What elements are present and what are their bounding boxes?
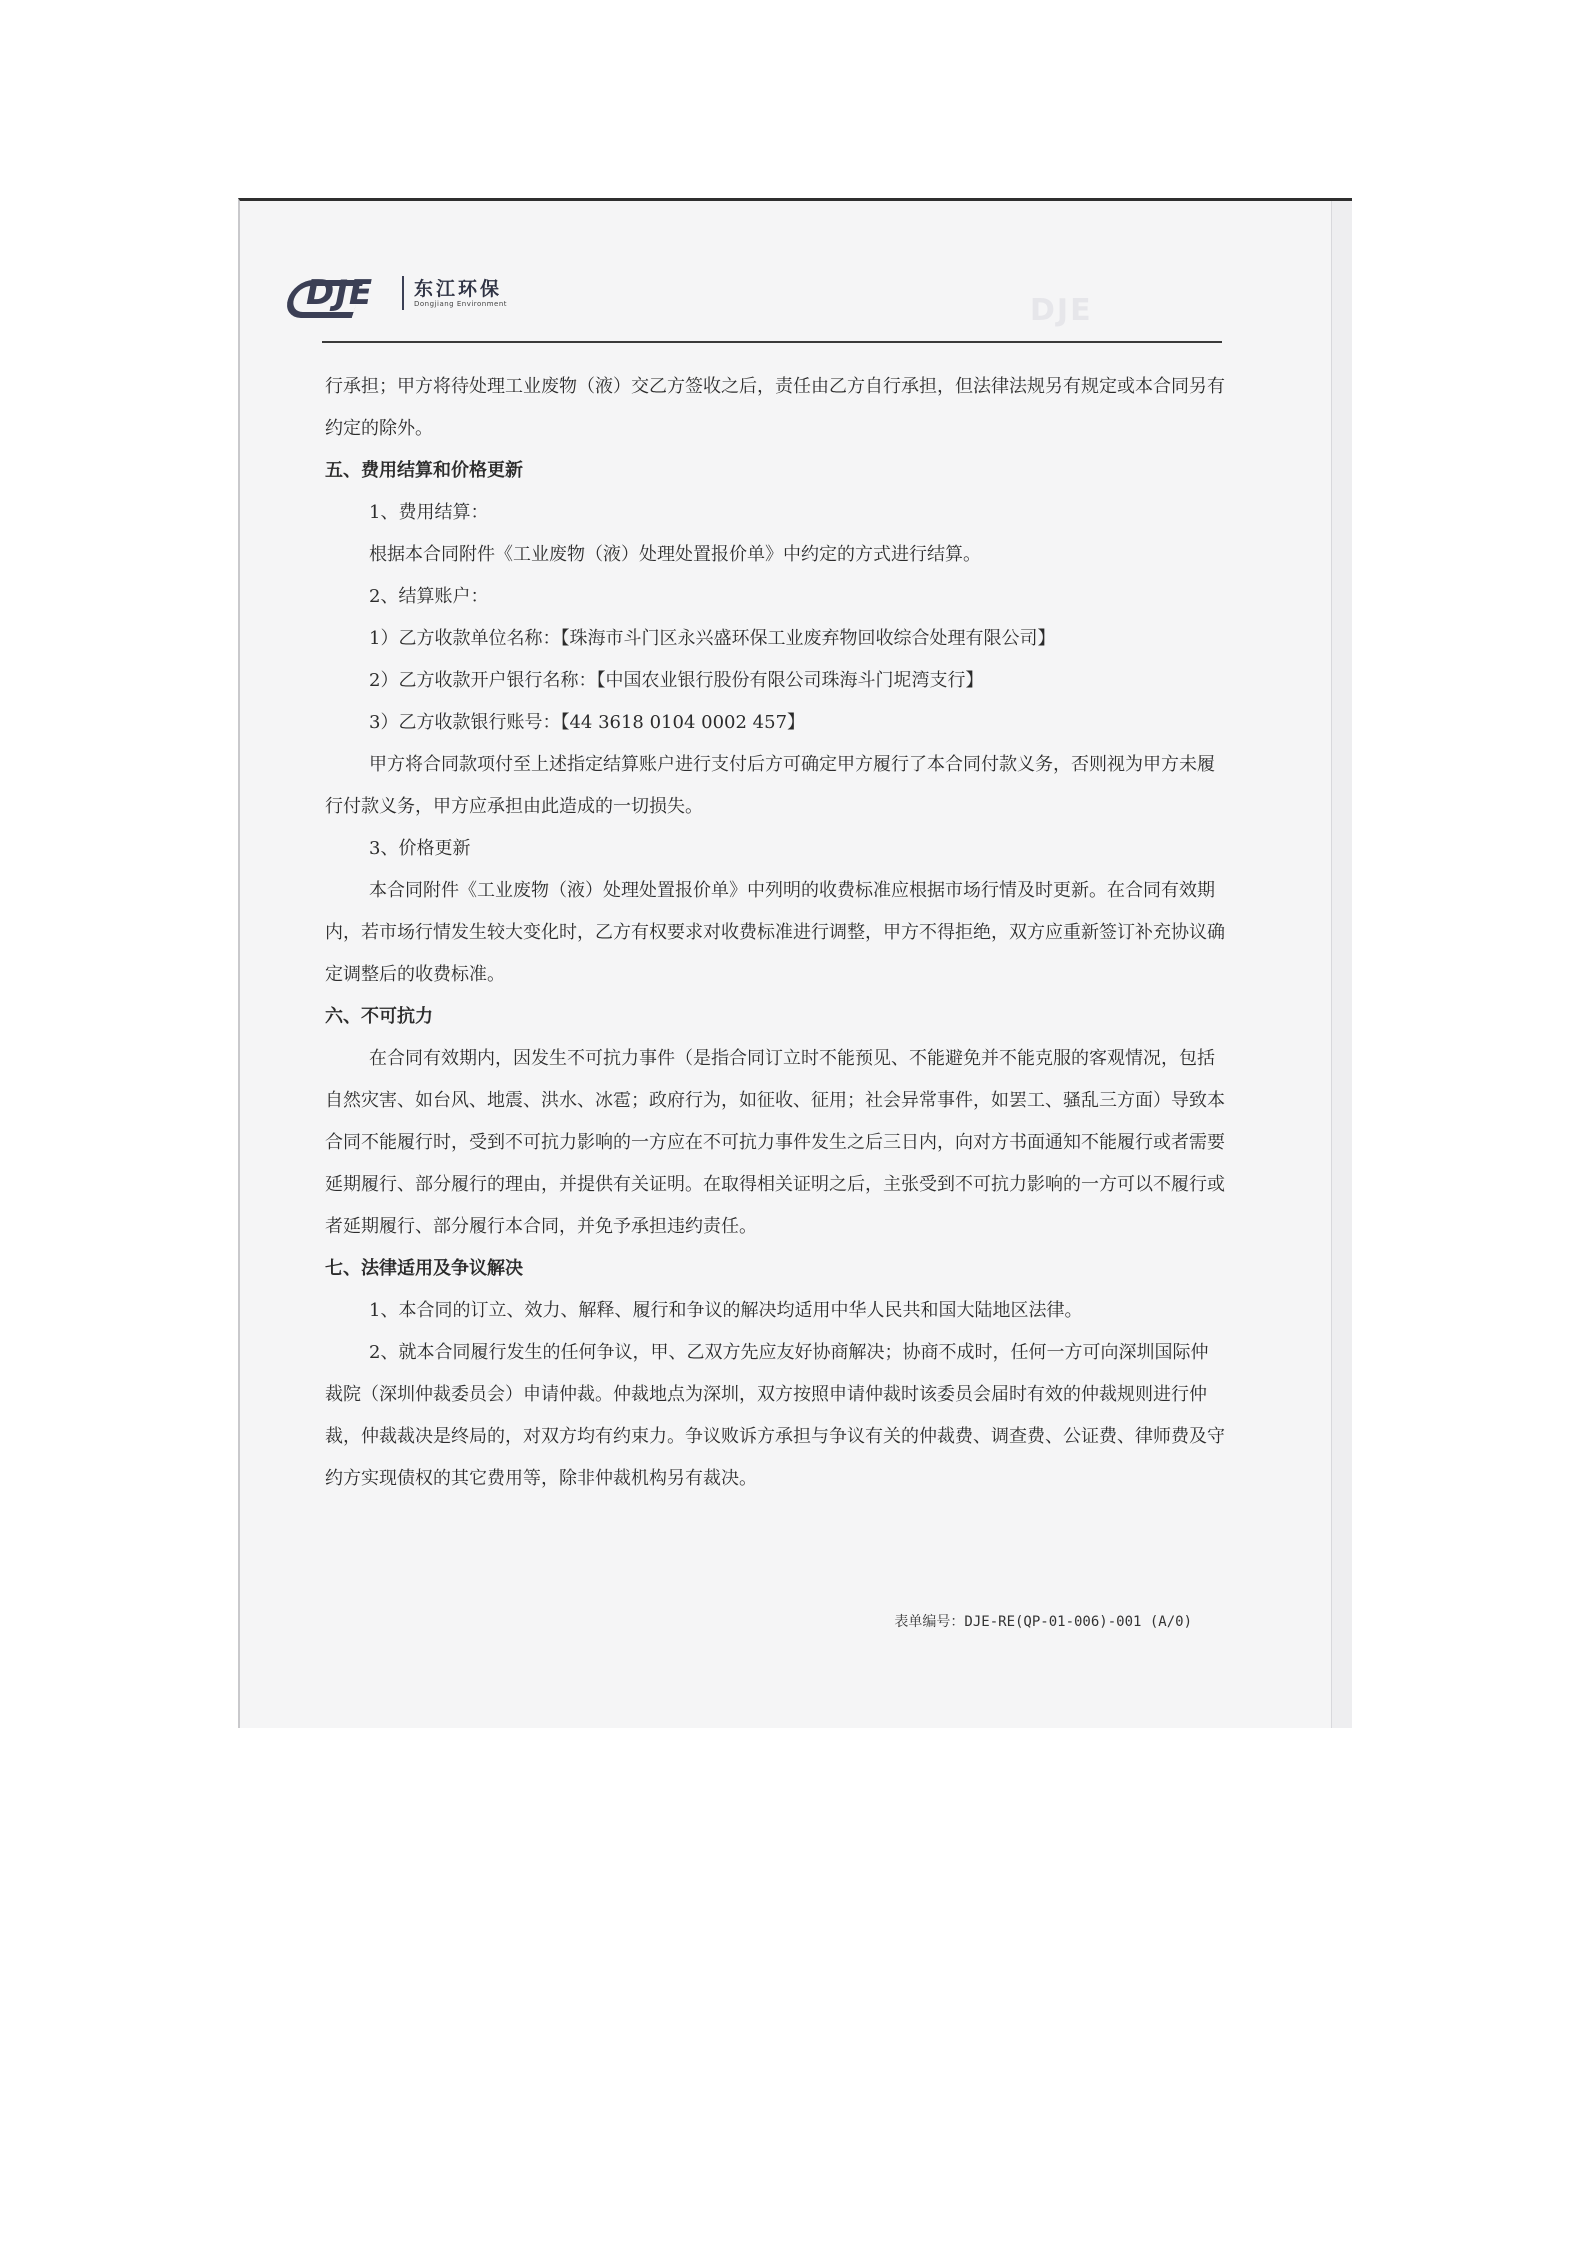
paragraph: 根据本合同附件《工业废物（液）处理处置报价单》中约定的方式进行结算。 — [369, 544, 981, 565]
paragraph: 行承担；甲方将待处理工业废物（液）交乙方签收之后，责任由乙方自行承担，但法律法规另有规定或本合同另有约定的除外。 — [325, 376, 1225, 439]
section-heading: 五、费用结算和价格更新 — [325, 460, 523, 481]
paragraph: 3）乙方收款银行账号：【44 3618 0104 0002 457】 — [369, 712, 806, 733]
logo-divider — [402, 276, 404, 310]
scanned-document — [238, 198, 1352, 1728]
logo-letters: DJE — [306, 273, 374, 313]
paragraph: 甲方将合同款项付至上述指定结算账户进行支付后方可确定甲方履行了本合同付款义务，否则视为甲方未履行付款义务，甲方应承担由此造成的一切损失。 — [325, 754, 1215, 817]
logo-name-cn: 东江环保 — [414, 277, 503, 300]
logo-mark — [288, 274, 398, 312]
paragraph: 2、结算账户： — [369, 586, 489, 607]
paragraph: 2、就本合同履行发生的任何争议，甲、乙双方先应友好协商解决；协商不成时，任何一方可向深圳国际仲裁院（深圳仲裁委员会）申请仲裁。仲裁地点为深圳，双方按照申请仲裁时该委员会届时有效的仲裁规则进行仲裁，仲裁裁决是终局的，对双方均有约束力。争议败诉方承担与争议有关的仲裁费、调查费、公证费、律师费及守约方实现债权的其它费用等，除非仲裁机构另有裁决。 — [325, 1342, 1225, 1489]
section-heading: 七、法律适用及争议解决 — [325, 1258, 523, 1279]
section-heading: 六、不可抗力 — [325, 1006, 433, 1027]
paragraph: 本合同附件《工业废物（液）处理处置报价单》中列明的收费标准应根据市场行情及时更新。在合同有效期内，若市场行情发生较大变化时，乙方有权要求对收费标准进行调整，甲方不得拒绝，双方应重新签订补充协议确定调整后的收费标准。 — [325, 880, 1225, 985]
paragraph: 1、本合同的订立、效力、解释、履行和争议的解决均适用中华人民共和国大陆地区法律。 — [369, 1300, 1083, 1321]
header-rule — [322, 341, 1222, 343]
page-edge — [1331, 201, 1352, 1728]
show-through-logo: DJE — [1030, 293, 1093, 328]
logo-text — [414, 278, 507, 309]
paragraph: 3、价格更新 — [369, 838, 471, 859]
document-body — [325, 366, 1225, 1500]
company-logo — [288, 273, 507, 313]
logo-name-en: Dongjiang Environment — [414, 299, 508, 308]
paragraph: 1、费用结算： — [369, 502, 489, 523]
paragraph: 在合同有效期内，因发生不可抗力事件（是指合同订立时不能预见、不能避免并不能克服的客观情况，包括自然灾害、如台风、地震、洪水、冰雹；政府行为，如征收、征用；社会异常事件，如罢工、骚乱三方面）导致本合同不能履行时，受到不可抗力影响的一方应在不可抗力事件发生之后三日内，向对方书面通知不能履行或者需要延期履行、部分履行的理由，并提供有关证明。在取得相关证明之后，主张受到不可抗力影响的一方可以不履行或者延期履行、部分履行本合同，并免予承担违约责任。 — [325, 1048, 1225, 1237]
paragraph: 1）乙方收款单位名称：【珠海市斗门区永兴盛环保工业废弃物回收综合处理有限公司】 — [369, 628, 1056, 649]
form-number: 表单编号：DJE-RE(QP-01-006)-001 (A/0) — [894, 1614, 1192, 1630]
paragraph: 2）乙方收款开户银行名称：【中国农业银行股份有限公司珠海斗门坭湾支行】 — [369, 670, 984, 691]
